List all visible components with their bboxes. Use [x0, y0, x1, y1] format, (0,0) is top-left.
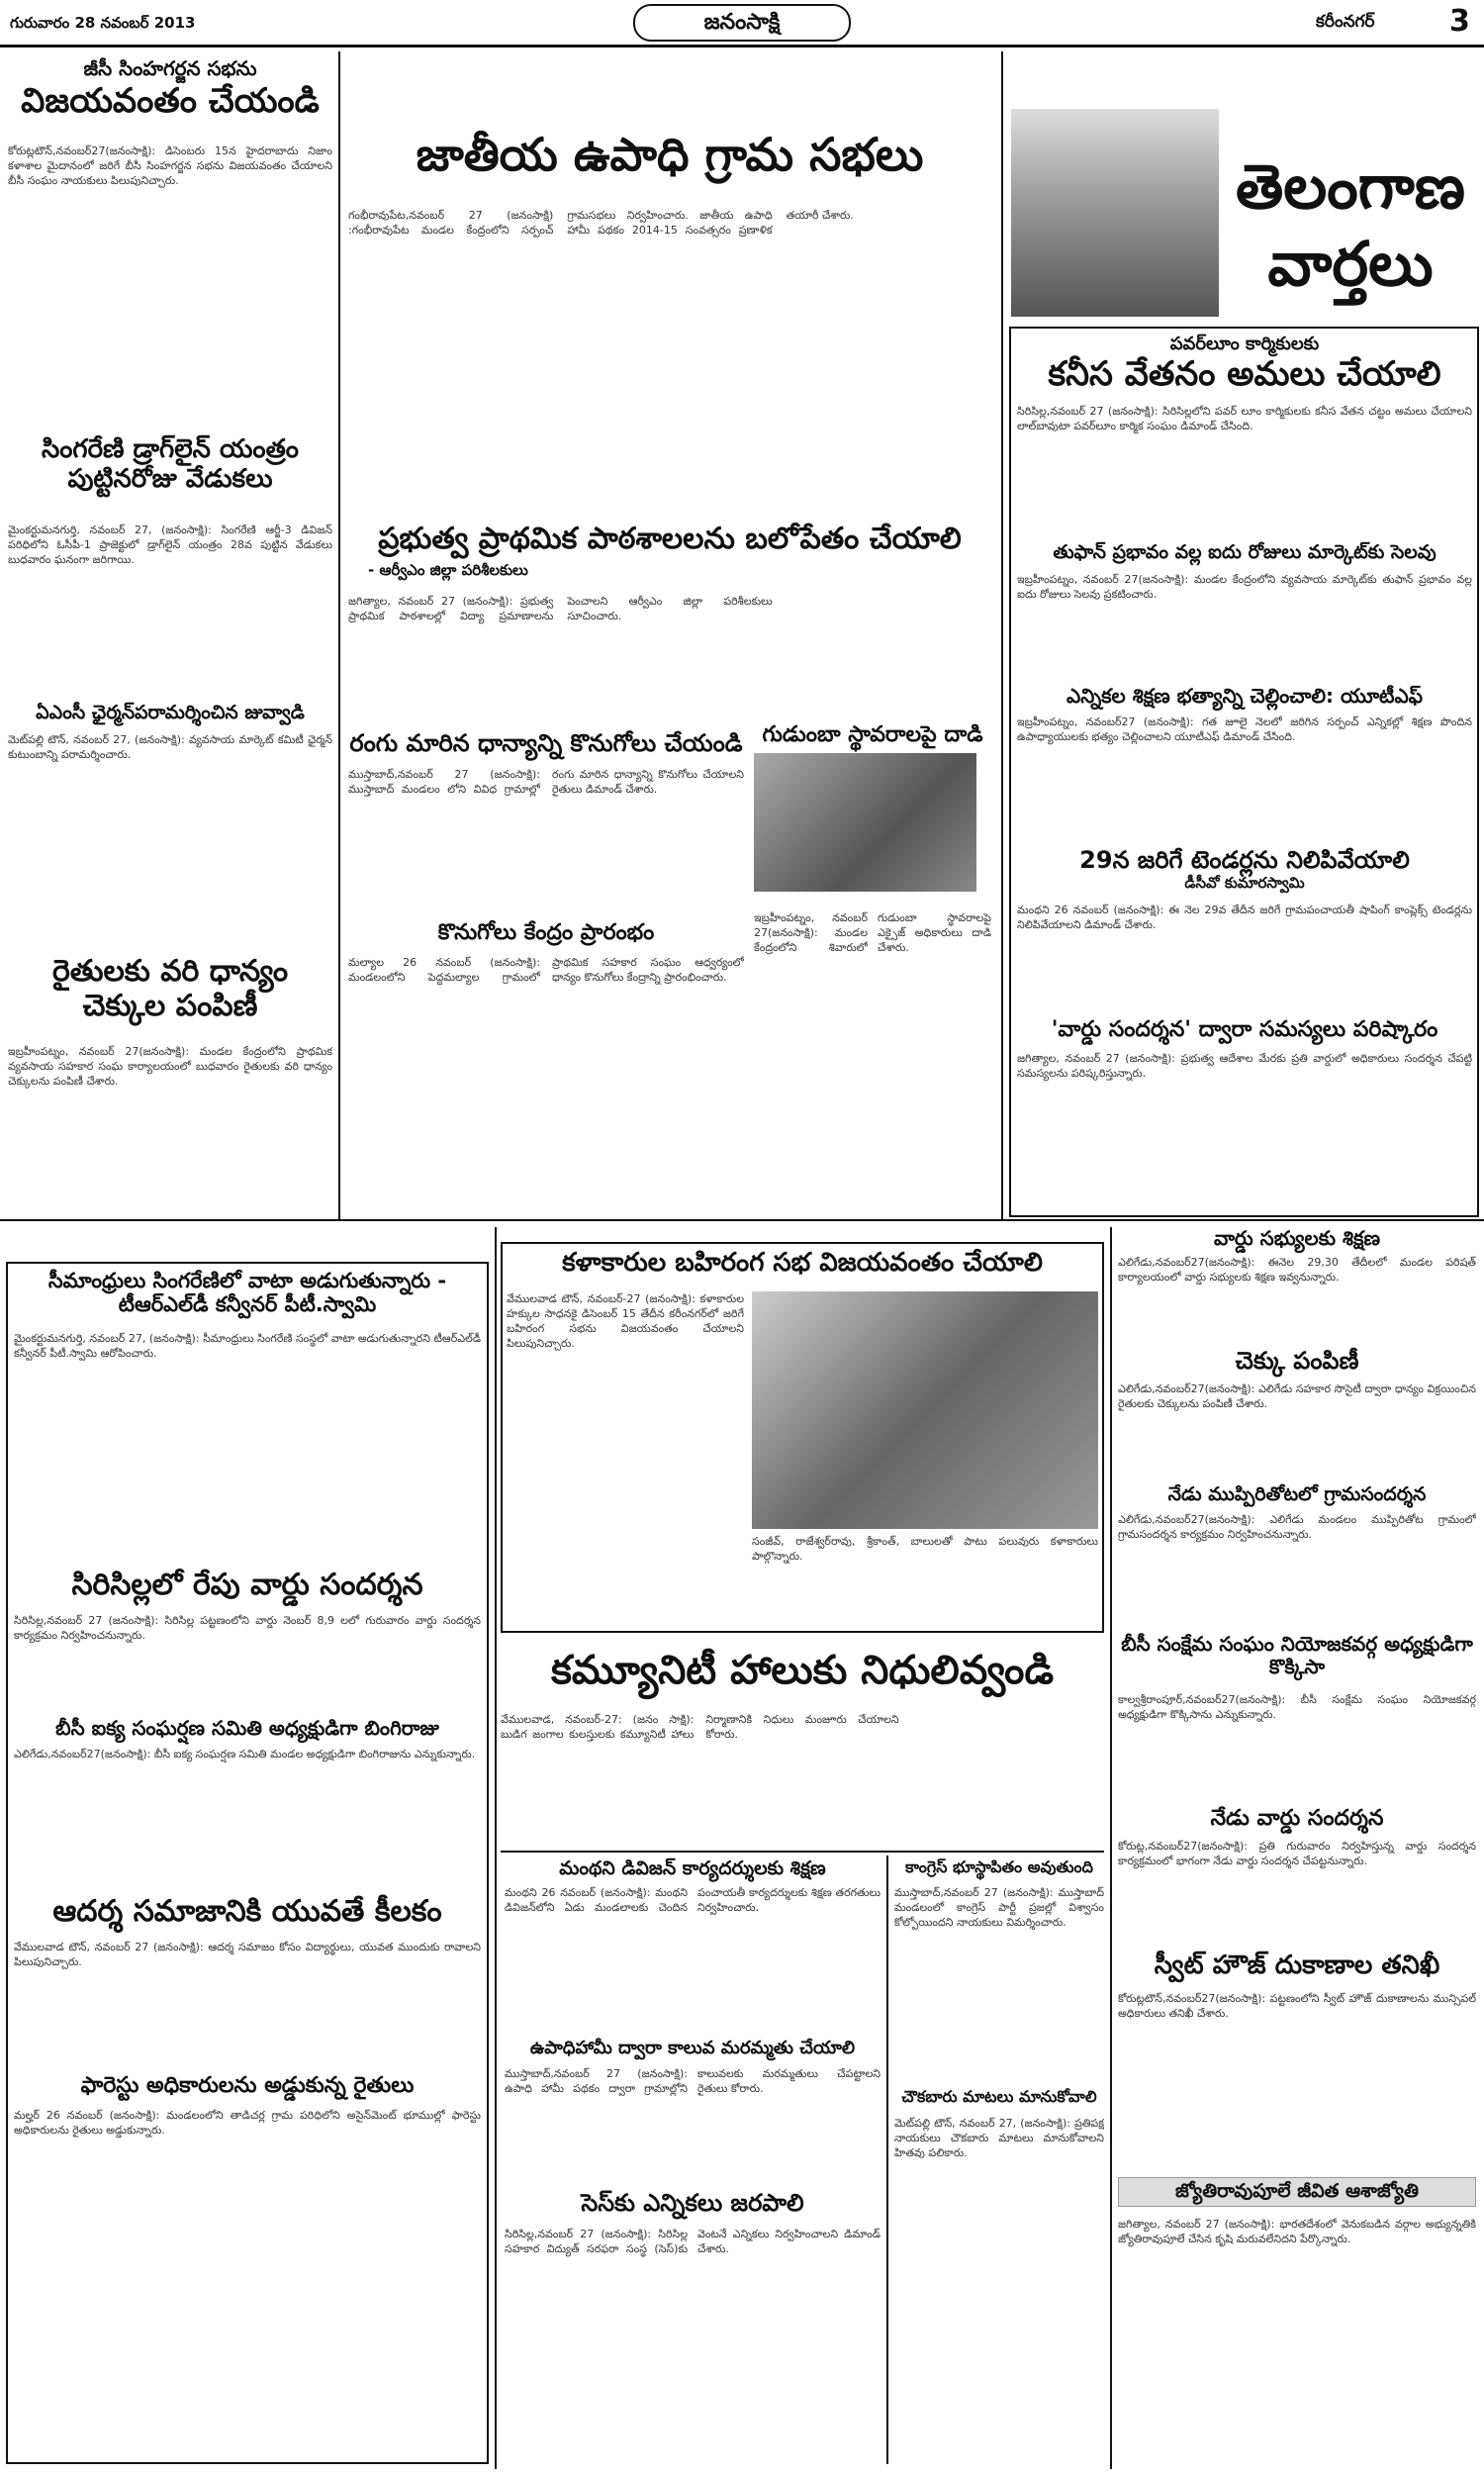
- article-headline: సిరిసిల్లలో రేపు వార్డు సందర్శన: [71, 1568, 423, 1602]
- banner-title-2: వార్తలు: [1267, 228, 1434, 300]
- article-body: ముస్తాబాద్,నవంబర్ 27 (జనంసాక్షి): ఉపాధి హామీ పథకం ద్వారా గ్రామాల్లోని కాలువలకు మరమ్మతులు చేపట్టాలని రైతులు కోరారు.: [505, 2067, 881, 2095]
- article-bc-unity: [14, 1717, 481, 1740]
- article-ward-today: [1118, 1806, 1476, 1831]
- article-community-hall: [501, 1648, 1104, 1693]
- fort-photo: [1011, 109, 1219, 317]
- article-headline: సీమాంధ్రులు సింగరేణిలో వాటా అడుగుతున్నారు - టీఆర్ఎల్‌డీ కన్వీనర్ పీటీ.స్వామి: [47, 1269, 447, 1317]
- article-body: వేములవాడ టౌన్, నవంబర్-27 (జనంసాక్షి): కళాకారుల హక్కుల సాధనకై డిసెంబర్ 15 తేదీన కరీంనగర్‌లో జరిగే బహిరంగ సభను విజయవంతం చేయాలని పిలుపునిచ్చారు.: [507, 1292, 744, 1350]
- article-upadhi: [348, 129, 991, 181]
- article-amc: [8, 703, 332, 724]
- article-bc-rally: [8, 57, 332, 121]
- article-headline: వార్డు సభ్యులకు శిక్షణ: [1213, 1226, 1381, 1250]
- article-body: ఇబ్రహీంపట్నం, నవంబర్ 27(జనంసాక్షి): మండల కేంద్రంలోని వ్యవసాయ మార్కెట్‌కు తుఫాన్ ప్రభావం వల్ల ఐదు రోజులు సెలవు ప్రకటించారు.: [1017, 573, 1472, 601]
- page-number: 3: [1449, 4, 1470, 39]
- article-wage: [1017, 334, 1472, 394]
- article-body: ఎలిగేడు,నవంబర్27(జనంసాక్షి): ఎలిగేడు మండలం ముప్పిరితోట గ్రామంలో గ్రామసందర్శన కార్యక్రమం నిర్వహించనున్నారు.: [1118, 1513, 1476, 1541]
- article-allowance: [1017, 685, 1472, 708]
- article-body: సిరిసిల్ల,నవంబర్ 27 (జనంసాక్షి): సిరిసిల్ల సహకార విద్యుత్ సరఫరా సంస్థ (సెస్)కు వెంటనే ఎన్నికలు నిర్వహించాలని డిమాండ్ చేశారు.: [505, 2228, 881, 2255]
- article-body: ఇబ్రహీంపట్నం, నవంబర్ 27(జనంసాక్షి): మండల కేంద్రంలోని ప్రాథమిక వ్యవసాయ సహకార సంఘ కార్యాలయంలో బుధవారం రైతులకు వరి ధాన్యం చెక్కులను పంపిణీ చేశారు.: [8, 1045, 332, 1088]
- article-grain: [348, 730, 744, 758]
- article-headline: మంథని డివిజన్ కార్యదర్శులకు శిక్షణ: [559, 1857, 826, 1879]
- article-body: కోరుట్లటౌన్,నవంబర్27(జనంసాక్షి): పట్టణంలోని స్వీట్ హౌజ్ దుకాణాలను మున్సిపల్ అధికారులు తనిఖీ చేశారు.: [1118, 1992, 1476, 2020]
- article-headline: ఆదర్శ సమాజానికి యువతే కీలకం: [52, 1894, 442, 1929]
- article-body: కోరుట్లటౌన్,నవంబర్27(జనంసాక్షి): డిసెంబరు 15న హైదరాబాదు నిజాం కళాశాల మైదానంలో జరిగే బీసీ సింహగర్జన సభను విజయవంతం చేయాలని బీసీ సంఘం నాయకులు పిలుపునిచ్చారు.: [8, 144, 332, 187]
- article-body: ముస్తాబాద్,నవంబర్ 27 (జనంసాక్షి): ముస్తాబాద్ మండలంలో కాంగ్రెస్ పార్టీ ప్రజల్లో విశ్వాసం కోల్పోయిందని నాయకులు విమర్శించారు.: [894, 1886, 1104, 1929]
- article-body: మల్యాల 26 నవంబర్ (జనంసాక్షి): మండలంలోని పెద్దమల్యాల గ్రామంలో ప్రాథమిక సహకార సంఘం ఆధ్వర్యంలో ధాన్యం కొనుగోలు కేంద్రాన్ని ప్రారంభించారు.: [348, 956, 744, 984]
- article-body: వేములవాడ టౌన్, నవంబర్ 27 (జనంసాక్షి): ఆదర్శ సమాజం కోసం విద్యార్థులు, యువత ముందుకు రావాలని పిలుపునిచ్చారు.: [14, 1941, 481, 1968]
- article-village-visit: [1118, 1484, 1476, 1506]
- article-headline: కనీస వేతనం అమలు చేయాలి: [1048, 353, 1441, 394]
- column-rule: [1110, 1227, 1112, 2469]
- section-rule: [501, 1851, 1104, 1853]
- article-kicker: - ఆర్వీఎం జిల్లా పరిశీలకులు: [368, 560, 528, 579]
- article-headline: బీసీ ఐక్య సంఘర్షణ సమితి అధ్యక్షుడిగా బింగిరాజు: [55, 1716, 439, 1740]
- article-body: వేములవాడ, నవంబర్-27: (జనం సాక్షి): బుడిగ జంగాల కులస్తులకు కమ్యూనిటీ హాలు నిర్మాణానికి నిధులు మంజూరు చేయాలని కోరారు.: [501, 1713, 899, 1741]
- article-storm: [1017, 542, 1472, 564]
- article-dragline: [8, 435, 332, 495]
- article-body: జగిత్యాల, నవంబర్ 27 (జనంసాక్షి): ప్రభుత్వ ఆదేశాల మేరకు ప్రతి వార్డులో అధికారులు సందర్శన చేపట్టి సమస్యలను పరిష్కరిస్తున్నారు.: [1017, 1052, 1472, 1080]
- article-headline: 29న జరిగే టెండర్లను నిలిపివేయాలి: [1079, 846, 1410, 874]
- article-cheap-talk: [894, 2088, 1104, 2106]
- edition-place: కరీంనగర్: [1316, 12, 1375, 32]
- article-headline: రంగు మారిన ధాన్యాన్ని కొనుగోలు చేయండి: [349, 729, 743, 757]
- article-headline: ఉపాధిహామీ ద్వారా కాలువ మరమ్మతు చేయాలి: [529, 2038, 856, 2058]
- article-schools: [348, 523, 991, 583]
- column-rule: [886, 1856, 888, 2464]
- article-forest: [14, 2073, 481, 2098]
- article-headline: ప్రభుత్వ ప్రాథమిక పాఠశాలలను బలోపేతం చేయాలి: [378, 522, 962, 556]
- article-sircilla-ward: [14, 1569, 481, 1603]
- raid-photo: [754, 753, 976, 892]
- article-headline: ఫారెస్టు అధికారులను అడ్డుకున్న రైతులు: [80, 2073, 415, 2098]
- article-body: మైంకర్టుమనగుర్తి, నవంబర్ 27, (జనంసాక్షి): సింగరేణి ఆర్జీ-3 డివిజన్ పరిధిలోని ఓసీపీ-1 ప్రాజెక్టులో డ్రాగ్‌లైన్ యంత్రం 28వ పుట్టిన వేడుకలు బుధవారం ఘనంగా జరిగాయి.: [8, 523, 332, 566]
- article-purchase-center: [348, 920, 744, 945]
- article-body: జగిత్యాల, నవంబర్ 27 (జనంసాక్షి): భారతదేశంలో వెనుకబడిన వర్గాల అభ్యున్నతికి జ్యోతిరావుపూలే చేసిన కృషి మరువలేనిదని పేర్కొన్నారు.: [1118, 2218, 1476, 2245]
- article-seemandhra: [14, 1269, 481, 1316]
- article-kicker: డీసీవో కుమారస్వామి: [1184, 873, 1305, 892]
- article-headline: కళాకారుల బహిరంగ సభ విజయవంతం చేయాలి: [562, 1248, 1043, 1278]
- article-body: ఎలిగేడు,నవంబర్27(జనంసాక్షి): బీసీ ఐక్య సంఘర్షణ సమితి మండల అధ్యక్షుడిగా బింగిరాజును ఎన్నుకున్నారు.: [14, 1748, 476, 1760]
- article-body: ముస్తాబాద్,నవంబర్ 27 (జనంసాక్షి): ముస్తాబాద్ మండలం లోని వివిధ గ్రామాల్లో రంగు మారిన ధాన్యాన్ని కొనుగోలు చేయాలని రైతులు డిమాండ్ చేశారు.: [348, 768, 744, 796]
- column-rule: [338, 51, 340, 1219]
- article-training: [505, 1858, 881, 1880]
- article-body: మంథని 26 నవంబర్ (జనంసాక్షి): మంథని డివిజన్‌లోని ఏడు మండలాలకు చెందిన పంచాయతీ కార్యదర్శులకు శిక్షణ తరగతులు నిర్వహించారు.: [505, 1886, 881, 1914]
- article-body: మెట్‌పల్లి టౌన్, నవంబర్ 27, (జనంసాక్షి): వ్యవసాయ మార్కెట్ కమిటీ ఛైర్మన్ కుటుంబాన్ని పరామర్శించారు.: [8, 733, 332, 761]
- article-phule: [1118, 2177, 1476, 2207]
- article-body: జగిత్యాల, నవంబర్ 27 (జనంసాక్షి): ప్రభుత్వ ప్రాథమిక పాఠశాలల్లో విద్యా ప్రమాణాలను పెంచాలని ఆర్వీఎం జిల్లా పరిశీలకులు సూచించారు.: [348, 595, 773, 622]
- article-body: మల్హర్ 26 నవంబర్ (జనంసాక్షి): మండలంలోని తాడిచర్ల గ్రామ పరిధిలోని అసైన్‌మెంట్ భూముల్లో ఫారెస్టు అధికారులను రైతులు అడ్డుకున్నారు.: [14, 2109, 481, 2137]
- article-raid: [754, 722, 991, 892]
- article-headline: జాతీయ ఉపాధి గ్రామ సభలు: [416, 128, 924, 181]
- article-headline: సింగరేణి డ్రాగ్‌లైన్ యంత్రం పుట్టినరోజు వేడుకలు: [42, 434, 299, 494]
- article-ward-training: [1118, 1227, 1476, 1250]
- article-body: కోరుట్ల,నవంబర్27(జనంసాక్షి): ప్రతి గురువారం నిర్వహిస్తున్న వార్డు సందర్శన కార్యక్రమంలో భాగంగా నేడు వార్డు సందర్శన చేపట్టనున్నారు.: [1118, 1840, 1476, 1867]
- article-body: కాల్వశ్రీరాంపూర్,నవంబర్27(జనంసాక్షి): బీసీ సంక్షేమ సంఘం నియోజకవర్గ అధ్యక్షుడిగా కొక్కిసాను ఎన్నుకున్నారు.: [1118, 1693, 1476, 1721]
- article-artists: [507, 1249, 1098, 1279]
- article-body: సిరిసిల్ల,నవంబర్ 27 (జనంసాక్షి): సిరిసిల్ల పట్టణంలోని వార్డు నెంబర్ 8,9 లలో గురువారం వార్డు సందర్శన కార్యక్రమం నిర్వహించనున్నారు.: [14, 1614, 481, 1642]
- column-rule: [1001, 51, 1003, 1219]
- article-headline: నేడు ముప్పిరితోటలో గ్రామసందర్శన: [1167, 1483, 1427, 1505]
- article-kicker: పవర్‌లూం కార్మికులకు: [1169, 333, 1320, 354]
- article-tenders: [1017, 847, 1472, 892]
- article-headline: విజయవంతం చేయండి: [21, 81, 320, 121]
- article-body: ఇబ్రహీంపట్నం, నవంబర్27 (జనంసాక్షి): గత జూలై నెలలో జరిగిన సర్పంచ్ ఎన్నికల్లో శిక్షణ పొందిన ఉపాధ్యాయులకు భత్యం చెల్లించాలని యూటీఎఫ్ డిమాండ్ చేసింది.: [1017, 715, 1472, 743]
- article-headline: సెస్‌కు ఎన్నికలు జరపాలి: [581, 2189, 804, 2217]
- article-headline: కమ్యూనిటీ హాలుకు నిధులివ్వండి: [550, 1648, 1055, 1693]
- article-body: ఎలిగేడు,నవంబర్27(జనంసాక్షి): ఎలిగేడు సహకార సొసైటీ ద్వారా ధాన్యం విక్రయించిన రైతులకు చెక్కులను పంపిణీ చేశారు.: [1118, 1382, 1476, 1410]
- article-body: సిరిసిల్ల,నవంబర్ 27 (జనంసాక్షి): సిరిసిల్లలోని పవర్ లూం కార్మికులకు కనీస వేతన చట్టం అమలు చేయాలని లాల్‌బావుటా పవర్‌లూం కార్మిక సంఘం డిమాండ్ చేసింది.: [1017, 405, 1472, 432]
- article-cheque-dist: [1118, 1348, 1476, 1376]
- article-kicker: జీసీ సింహగర్జన సభను: [83, 56, 257, 80]
- article-headline: ఏఎంసీ ఛైర్మన్‌పరామర్శించిన జువ్వాడి: [36, 702, 305, 723]
- article-cheques: [8, 955, 332, 1023]
- article-body: మెట్‌పల్లి టౌన్, నవంబర్ 27, (జనంసాక్షి): ప్రతిపక్ష నాయకులు చౌకబారు మాటలు మానుకోవాలని హితవు పలికారు.: [894, 2117, 1104, 2159]
- artists-photo: [752, 1291, 1098, 1529]
- article-headline: జ్యోతిరావుపూలే జీవిత ఆశాజ్యోతి: [1175, 2180, 1419, 2202]
- section-rule: [0, 1219, 1484, 1221]
- article-body: ఇబ్రహీంపట్నం, నవంబర్ 27(జనంసాక్షి): మండల కేంద్రంలోని శివారులో గుడుంబా స్థావరాలపై ఎక్సైజ్ అధికారులు దాడి చేశారు.: [754, 911, 991, 954]
- article-headline: రైతులకు వరి ధాన్యం చెక్కుల పంపిణీ: [51, 954, 289, 1023]
- article-body: గంభీరావుపేట,నవంబర్ 27 (జనంసాక్షి) :గంభీరావుపేట మండల కేంద్రంలోని సర్పంచ్ గ్రామసభలు నిర్వహించారు. జాతీయ ఉపాధి హామీ పథకం 2014-15 సంవత్సరం ప్రణాళిక తయారీ చేశారు.: [348, 209, 854, 237]
- article-congress: [894, 1858, 1104, 1876]
- photo-caption: సంజీవ్, రాజేశ్వర్‌రావు, శ్రీకాంత్, బాలులతో పాటు పలువురు కళాకారులు పాల్గొన్నారు.: [752, 1535, 1098, 1563]
- article-headline: ఎన్నికల శిక్షణ భత్యాన్ని చెల్లించాలి: యూటీఎఫ్: [1067, 684, 1423, 708]
- article-sweet-house: [1118, 1951, 1476, 1981]
- issue-date: గురువారం 28 నవంబర్ 2013: [10, 14, 196, 32]
- article-body: మైంకర్టుమనగుర్తి, నవంబర్ 27, (జనంసాక్షి): సీమాంధ్రులు సింగరేణి సంస్థలో వాటా అడుగుతున్నారని టీఆర్ఎల్‌డీ కన్వీనర్ పీటీ.స్వామి ఆరోపించారు.: [14, 1332, 481, 1360]
- article-headline: కొనుగోలు కేంద్రం ప్రారంభం: [437, 920, 655, 945]
- newspaper-logo: జనంసాక్షి: [633, 4, 851, 42]
- article-headline: చౌకబారు మాటలు మానుకోవాలి: [901, 2087, 1097, 2106]
- article-body: మంథని 26 నవంబర్ (జనంసాక్షి): ఈ నెల 29వ తేదీన జరిగే గ్రామపంచాయతీ షాపింగ్ కాంప్లెక్స్ టెండర్లను నిలిపివేయాలని డిమాండ్ చేశారు.: [1017, 904, 1472, 931]
- article-youth: [14, 1895, 481, 1930]
- article-cess: [505, 2190, 881, 2218]
- article-headline: నేడు వార్డు సందర్శన: [1210, 1806, 1384, 1831]
- article-headline: 'వార్డు సందర్శన' ద్వారా సమస్యలు పరిష్కారం: [1051, 1017, 1438, 1042]
- banner-title-1: తెలంగాణ: [1236, 150, 1465, 223]
- article-canal: [505, 2039, 881, 2059]
- column-rule: [495, 1227, 497, 2469]
- article-bc-welfare: [1118, 1633, 1476, 1678]
- article-headline: తుఫాన్ ప్రభావం వల్ల ఐదు రోజులు మార్కెట్‌కు సెలవు: [1053, 541, 1437, 563]
- page-header: [0, 0, 1484, 48]
- article-headline: స్వీట్ హౌజ్ దుకాణాల తనిఖీ: [1154, 1951, 1440, 1980]
- article-headline: కాంగ్రెస్ భూస్థాపితం అవుతుంది: [905, 1857, 1093, 1876]
- article-headline: చెక్కు పంపిణీ: [1235, 1347, 1359, 1375]
- article-headline: గుడుంబా స్థావరాలపై దాడి: [762, 722, 983, 747]
- article-headline: బీసీ సంక్షేమ సంఘం నియోజకవర్గ అధ్యక్షుడిగా కొక్కిసా: [1121, 1632, 1473, 1678]
- article-ward-visit: [1017, 1017, 1472, 1042]
- article-body: ఎలిగేడు,నవంబర్27(జనంసాక్షి): ఈనెల 29,30 తేదీలలో మండల పరిషత్ కార్యాలయంలో వార్డు సభ్యులకు శిక్షణ ఇవ్వనున్నారు.: [1118, 1256, 1476, 1284]
- telangana-banner: [1222, 148, 1479, 317]
